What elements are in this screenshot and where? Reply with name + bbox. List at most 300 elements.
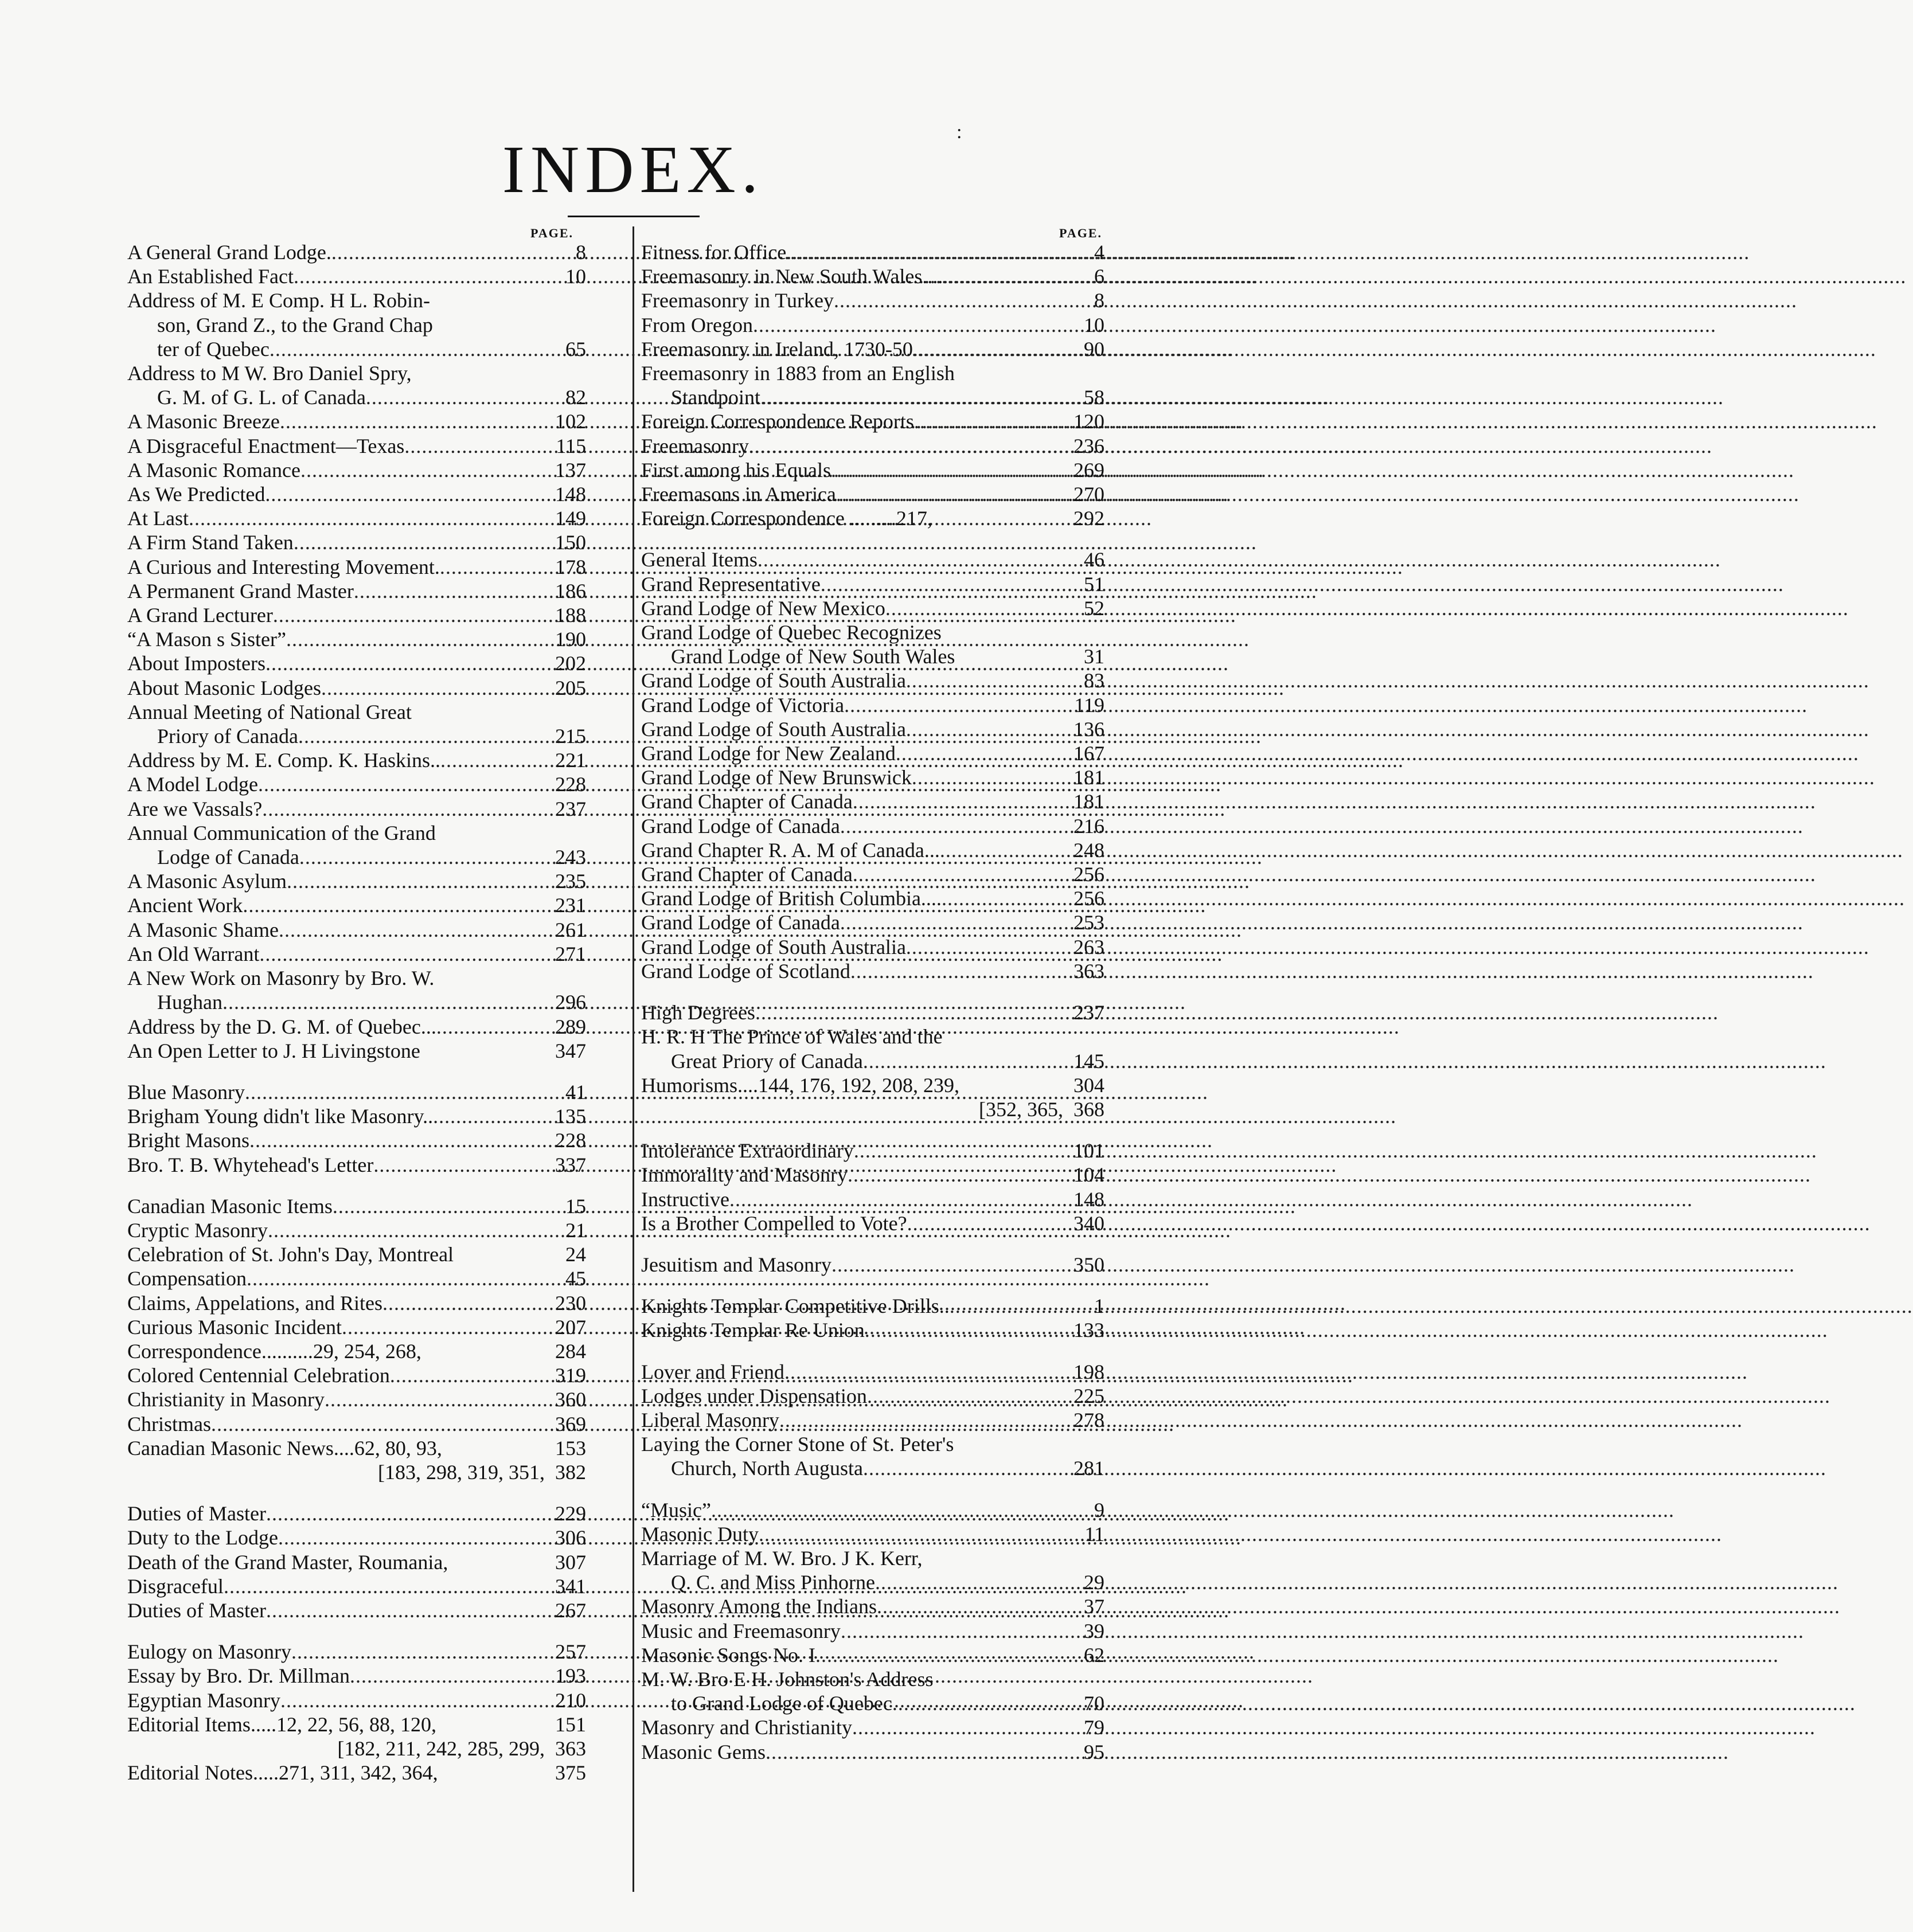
index-entry (641, 313, 1104, 337)
index-entry (127, 1550, 586, 1574)
entry-title: Canadian Masonic News....62, 80, 93, (127, 1436, 442, 1460)
entry-title: Grand Lodge for New Zealand (641, 742, 896, 765)
entry-title: to Grand Lodge of Quebec (671, 1692, 892, 1715)
entry-title: From Oregon (641, 313, 753, 337)
index-group (127, 1501, 586, 1622)
entry-title: Annual Communication of the Grand (127, 821, 436, 844)
entry-page-number: 207 (555, 1315, 586, 1339)
index-entry (641, 264, 1104, 288)
index-entry (641, 572, 1104, 596)
index-entry (641, 409, 1104, 433)
dot-leader (300, 458, 553, 482)
entry-page-number: 284 (555, 1339, 586, 1363)
index-entry (641, 1384, 1104, 1408)
entry-title: Disgraceful (127, 1574, 224, 1598)
left-entry-groups (127, 240, 586, 1785)
entry-title: A Masonic Breeze (127, 410, 280, 433)
index-entry (127, 385, 586, 409)
entry-page-number: 45 (565, 1267, 586, 1290)
index-entry (127, 1039, 586, 1063)
entry-page-number: 253 (1073, 911, 1104, 934)
entry-page-number: 236 (1073, 434, 1104, 457)
entry-title: Bro. T. B. Whytehead's Letter (127, 1153, 374, 1176)
index-entry (641, 1456, 1104, 1480)
dot-leader (711, 1498, 1092, 1522)
entry-title: An Old Warrant (127, 942, 260, 965)
entry-page-number: 248 (1073, 838, 1104, 862)
entry-title: A General Grand Lodge. (127, 241, 331, 264)
entry-page-number: 29 (1084, 1571, 1104, 1594)
index-entry (641, 1691, 1104, 1715)
group-spacer (127, 1063, 586, 1080)
entry-page-number: 24 (565, 1243, 586, 1266)
dot-leader (321, 676, 553, 700)
dot-leader (943, 264, 1092, 288)
index-entry (127, 1712, 586, 1737)
entry-title: Eulogy on Masonry (127, 1640, 291, 1664)
dot-leader (294, 264, 563, 288)
entry-title: Curious Masonic Incident (127, 1315, 342, 1339)
entry-title: A Masonic Asylum (127, 870, 287, 893)
entry-page-number: 15 (565, 1194, 586, 1218)
entry-title: A Disgraceful Enactment—Texas (127, 434, 405, 457)
dot-leader (840, 910, 1071, 934)
index-entry (127, 1363, 586, 1387)
index-entry (127, 1128, 586, 1152)
entry-title: Celebration of St. John's Day, Montreal (127, 1243, 454, 1266)
entry-title: Masonic Songs No. I (641, 1643, 815, 1667)
entry-title: A Masonic Romance (127, 458, 300, 482)
dot-leader (863, 1456, 1071, 1480)
dot-leader (280, 1688, 553, 1712)
index-entry (127, 990, 586, 1014)
index-entry (127, 1080, 586, 1104)
dot-leader (863, 1049, 1071, 1073)
entry-page-number: 363 (555, 1737, 586, 1760)
index-entry (127, 603, 586, 627)
index-entry (127, 458, 586, 482)
dot-leader (885, 596, 1082, 620)
entry-page-number: 304 (1073, 1073, 1104, 1097)
entry-title: Great Priory of Canada (671, 1049, 863, 1073)
dot-leader (950, 1294, 1092, 1318)
entry-title: Grand Lodge of South Australia (641, 717, 906, 741)
dot-leader (279, 918, 553, 942)
entry-page-number: 135 (555, 1105, 586, 1128)
entry-title: M. W. Bro E H. Johnston's Address (641, 1667, 934, 1691)
right-entry-groups (641, 240, 1104, 1764)
index-entry (127, 821, 586, 845)
entry-page-number: 350 (1073, 1253, 1104, 1276)
entry-title: Christmas (127, 1412, 212, 1436)
index-entry (641, 1253, 1104, 1277)
entry-page-number: 21 (565, 1218, 586, 1242)
entry-page-number: 237 (555, 797, 586, 820)
entry-page-number: 278 (1073, 1408, 1104, 1432)
entry-page-number: 90 (1084, 337, 1104, 361)
entry-title: Grand Chapter R. A. M of Canada... (641, 838, 940, 862)
index-entry (641, 668, 1104, 693)
index-entry (127, 724, 586, 748)
index-entry (127, 772, 586, 796)
index-entry (641, 838, 1104, 862)
entry-page-number: 148 (555, 483, 586, 506)
dot-leader (331, 240, 573, 264)
entry-page-number: 102 (555, 410, 586, 433)
dot-leader (749, 434, 1071, 458)
index-entry (127, 361, 586, 385)
index-entry (127, 1501, 586, 1526)
index-entry (127, 288, 586, 312)
index-entry (641, 959, 1104, 983)
entry-page-number: 221 (555, 749, 586, 772)
entry-title: Grand Lodge of Canada (641, 814, 840, 838)
entry-title: An Open Letter to J. H Livingstone (127, 1039, 420, 1062)
dot-leader (266, 1598, 553, 1622)
entry-page-number: 337 (555, 1153, 586, 1176)
entry-page-number: 10 (565, 265, 586, 288)
entry-title: Grand Lodge of Quebec Recognizes (641, 621, 942, 644)
entry-page-number: 149 (555, 507, 586, 530)
entry-title: A New Work on Masonry by Bro. W. (127, 967, 435, 990)
entry-page-number: 198 (1073, 1360, 1104, 1383)
entry-title: Masonic Gems (641, 1740, 766, 1763)
group-spacer (641, 1277, 1104, 1294)
dot-leader (291, 1640, 553, 1664)
index-entry (641, 1643, 1104, 1667)
index-group (641, 1360, 1104, 1481)
entry-title: [352, 365, (979, 1097, 1063, 1121)
entry-title: Grand Lodge of Scotland (641, 959, 850, 983)
dot-leader (854, 1139, 1071, 1163)
entry-page-number: 148 (1073, 1187, 1104, 1211)
entry-title: Grand Lodge of New Mexico (641, 596, 885, 620)
entry-page-number: 6 (1094, 265, 1104, 288)
index-entry (641, 886, 1104, 910)
entry-title: Grand Chapter of Canada (641, 863, 853, 886)
entry-title: Correspondence..........29, 254, 268, (127, 1339, 421, 1363)
group-spacer (641, 983, 1104, 1000)
index-entry (127, 264, 586, 288)
entry-title: Q. C. and Miss Pinhorne (671, 1571, 876, 1594)
entry-title: Brigham Young didn't like Masonry.. (127, 1105, 434, 1128)
dot-leader (440, 555, 553, 579)
dot-leader (906, 717, 1071, 741)
index-entry (641, 434, 1104, 458)
group-spacer (641, 1121, 1104, 1139)
entry-page-number: 263 (1073, 935, 1104, 959)
dot-leader (831, 458, 1071, 482)
entry-title: Grand Lodge of South Australia (641, 669, 906, 693)
dot-leader (758, 547, 1082, 572)
index-entry (641, 1000, 1104, 1024)
entry-title: Foreign Correspondence Reports (641, 410, 914, 433)
index-entry (641, 1360, 1104, 1384)
entry-page-number: 269 (1073, 458, 1104, 482)
entry-page-number: 145 (1073, 1049, 1104, 1073)
index-entry (641, 1294, 1104, 1318)
entry-page-number: 151 (555, 1712, 586, 1736)
index-entry (641, 361, 1104, 385)
index-group (641, 1000, 1104, 1121)
entry-page-number: 58 (1084, 386, 1104, 409)
entry-page-number: 186 (555, 579, 586, 603)
entry-title: Address of M. E Comp. H L. Robin- (127, 289, 430, 312)
entry-page-number: 306 (555, 1526, 586, 1550)
index-group (127, 1194, 586, 1484)
entry-page-number: 133 (1073, 1319, 1104, 1342)
index-entry (641, 814, 1104, 838)
entry-title: Music and Freemasonry (641, 1619, 841, 1642)
entry-title: Colored Centennial Celebration (127, 1364, 390, 1387)
index-entry (127, 869, 586, 893)
entry-title: About Masonic Lodges (127, 676, 321, 699)
entry-title: A Masonic Shame (127, 918, 279, 941)
entry-title: Grand Lodge of New Brunswick (641, 766, 912, 789)
index-entry (127, 893, 586, 917)
index-entry (641, 1715, 1104, 1739)
entry-title: “A Mason s Sister” (127, 628, 286, 651)
entry-page-number: 70 (1084, 1692, 1104, 1715)
index-entry (641, 1211, 1104, 1235)
index-entry (641, 547, 1104, 572)
index-entry (127, 845, 586, 869)
entry-page-number: 292 (1073, 507, 1104, 530)
index-entry (641, 288, 1104, 312)
index-entry (641, 1318, 1104, 1342)
entry-title: Hughan (157, 991, 222, 1014)
dot-leader (280, 409, 553, 433)
index-entry (127, 409, 586, 433)
dot-leader (729, 1187, 1071, 1211)
entry-page-number: 120 (1073, 410, 1104, 433)
entry-page-number: 296 (555, 991, 586, 1014)
index-entry (127, 1194, 586, 1218)
dot-leader (786, 240, 1092, 264)
dot-leader (907, 1211, 1071, 1235)
entry-title: Address by the D. G. M. of Quebec... (127, 1015, 436, 1038)
dot-leader (382, 1291, 553, 1315)
entry-page-number: 267 (555, 1598, 586, 1622)
group-spacer (127, 1622, 586, 1640)
entry-page-number: 95 (1084, 1740, 1104, 1763)
group-spacer (641, 1235, 1104, 1253)
index-entry (127, 1664, 586, 1688)
index-entry (641, 789, 1104, 814)
entry-title: Grand Lodge of New South Wales (671, 645, 955, 668)
entry-title: Church, North Augusta (671, 1457, 863, 1480)
entry-title: Freemasonry in 1883 from an English (641, 362, 955, 385)
index-entry (127, 700, 586, 724)
index-entry (127, 1460, 586, 1484)
title-rule (568, 216, 700, 217)
index-entry (127, 797, 586, 821)
entry-title: Cryptic Masonry (127, 1218, 268, 1242)
dot-leader (753, 313, 1082, 337)
dot-leader (259, 942, 553, 966)
index-entry (127, 506, 586, 530)
index-entry (641, 910, 1104, 934)
entry-page-number: 39 (1084, 1619, 1104, 1642)
entry-title: As We Predicted (127, 483, 266, 506)
entry-page-number: 270 (1073, 483, 1104, 506)
index-entry (641, 1546, 1104, 1570)
index-entry (127, 530, 586, 554)
dot-leader (258, 772, 553, 796)
entry-page-number: 167 (1073, 742, 1104, 765)
dot-leader (867, 1384, 1071, 1408)
entry-page-number: 216 (1073, 814, 1104, 838)
index-entry (127, 1737, 586, 1761)
entry-page-number: 52 (1084, 596, 1104, 620)
entry-title: “Music” (641, 1498, 711, 1522)
entry-title: A Firm Stand Taken (127, 531, 294, 554)
index-entry (127, 676, 586, 700)
entry-page-number: 205 (555, 676, 586, 699)
entry-title: Liberal Masonry (641, 1408, 779, 1432)
index-entry (127, 1242, 586, 1266)
index-entry (641, 1187, 1104, 1211)
entry-title: Claims, Appelations, and Rites (127, 1291, 382, 1315)
entry-title: First among his Equals (641, 458, 831, 482)
index-entry (127, 1688, 586, 1712)
entry-page-number: 228 (555, 773, 586, 796)
group-spacer (641, 1343, 1104, 1360)
dot-leader (266, 651, 553, 675)
group-spacer (127, 1177, 586, 1194)
entry-page-number: 119 (1074, 693, 1104, 717)
index-entry (127, 942, 586, 966)
index-entry (127, 1387, 586, 1411)
dot-leader (877, 1594, 1082, 1618)
entry-page-number: 382 (555, 1460, 586, 1484)
dot-leader (779, 1408, 1071, 1432)
index-entry (127, 579, 586, 603)
index-entry (641, 1432, 1104, 1456)
entry-page-number: 10 (1084, 313, 1104, 337)
dot-leader (852, 1715, 1082, 1739)
entry-page-number: 228 (555, 1129, 586, 1152)
entry-page-number: 37 (1084, 1595, 1104, 1618)
entry-page-number: 62 (1084, 1643, 1104, 1667)
entry-page-number: 65 (565, 337, 586, 361)
entry-title: Humorisms....144, 176, 192, 208, 239, (641, 1073, 960, 1097)
entry-page-number: 9 (1094, 1498, 1104, 1522)
index-group (641, 1498, 1104, 1764)
entry-page-number: 137 (555, 458, 586, 482)
index-group (641, 1139, 1104, 1235)
dot-leader (913, 337, 1082, 361)
entry-title: Immorality and Masonry (641, 1163, 848, 1187)
entry-page-number: 363 (1073, 959, 1104, 983)
entry-title: Essay by Bro. Dr. Millman (127, 1664, 350, 1688)
dot-leader (760, 385, 1082, 409)
dot-leader (354, 579, 553, 603)
index-entry (641, 1073, 1104, 1097)
entry-title: Duties of Master (127, 1598, 266, 1622)
index-entry (127, 1526, 586, 1550)
index-entry (641, 385, 1104, 409)
page-column-header: PAGE. (1059, 226, 1102, 240)
index-entry (641, 935, 1104, 959)
entry-title: Grand Lodge of Canada (641, 911, 840, 934)
entry-title: A Model Lodge (127, 773, 258, 796)
entry-title: General Items (641, 548, 758, 572)
entry-title: Instructive (641, 1187, 729, 1211)
entry-page-number: 153 (555, 1436, 586, 1460)
entry-page-number: 231 (555, 894, 586, 917)
entry-title: Annual Meeting of National Great (127, 700, 412, 723)
index-entry (641, 482, 1104, 506)
entry-title: [183, 298, 319, 351, (378, 1460, 545, 1484)
dot-leader (436, 1015, 553, 1039)
dot-leader (287, 869, 553, 893)
index-entry (127, 1218, 586, 1242)
index-column-right (641, 226, 1104, 1764)
dot-leader (914, 409, 1071, 433)
entry-page-number: 83 (1084, 669, 1104, 693)
index-entry (127, 434, 586, 458)
entry-page-number: 347 (555, 1039, 586, 1062)
dot-leader (853, 789, 1071, 814)
index-group (641, 1294, 1104, 1342)
dot-leader (840, 814, 1071, 838)
dot-leader (265, 482, 553, 506)
entry-page-number: 11 (1084, 1522, 1104, 1546)
entry-title: Canadian Masonic Items (127, 1194, 333, 1218)
entry-page-number: 257 (555, 1640, 586, 1664)
entry-title: Knights Templar Re Union (641, 1319, 865, 1342)
index-entry (127, 1761, 586, 1785)
entry-title: Death of the Grand Master, Roumania, (127, 1550, 448, 1574)
entry-title: Foreign Correspondence .........217, (641, 507, 932, 530)
dot-leader (222, 990, 553, 1014)
dot-leader (404, 434, 553, 458)
dot-leader (245, 1080, 563, 1104)
entry-page-number: 8 (576, 241, 586, 264)
entry-page-number: 369 (555, 1412, 586, 1436)
dot-leader (366, 385, 563, 409)
dot-leader (350, 1664, 553, 1688)
entry-title: Compensation (127, 1267, 247, 1290)
entry-page-number: 368 (1073, 1097, 1104, 1121)
entry-page-number: 193 (555, 1664, 586, 1688)
dot-leader (266, 1501, 553, 1526)
entry-title: Freemasonry (641, 434, 749, 457)
page-title: INDEX. (502, 132, 764, 207)
entry-page-number: 360 (555, 1388, 586, 1411)
entry-title: Standpoint (671, 386, 761, 409)
dot-leader (440, 748, 553, 772)
dot-leader (834, 288, 1092, 312)
entry-title: ter of Quebec (157, 337, 270, 361)
dot-leader (896, 741, 1071, 765)
index-entry (127, 337, 586, 361)
index-group (641, 1253, 1104, 1277)
index-entry (641, 1740, 1104, 1764)
dot-leader (262, 797, 553, 821)
index-entry (641, 1024, 1104, 1049)
entry-title: Editorial Notes.....271, 311, 342, 364, (127, 1761, 438, 1785)
entry-title: Masonry and Christianity (641, 1716, 852, 1739)
index-entry (127, 918, 586, 942)
index-entry (127, 1104, 586, 1128)
index-entry (641, 620, 1104, 644)
dot-leader (853, 862, 1071, 886)
dot-leader (299, 845, 553, 869)
entry-title: Bright Masons (127, 1129, 250, 1152)
dot-leader (390, 1363, 553, 1387)
